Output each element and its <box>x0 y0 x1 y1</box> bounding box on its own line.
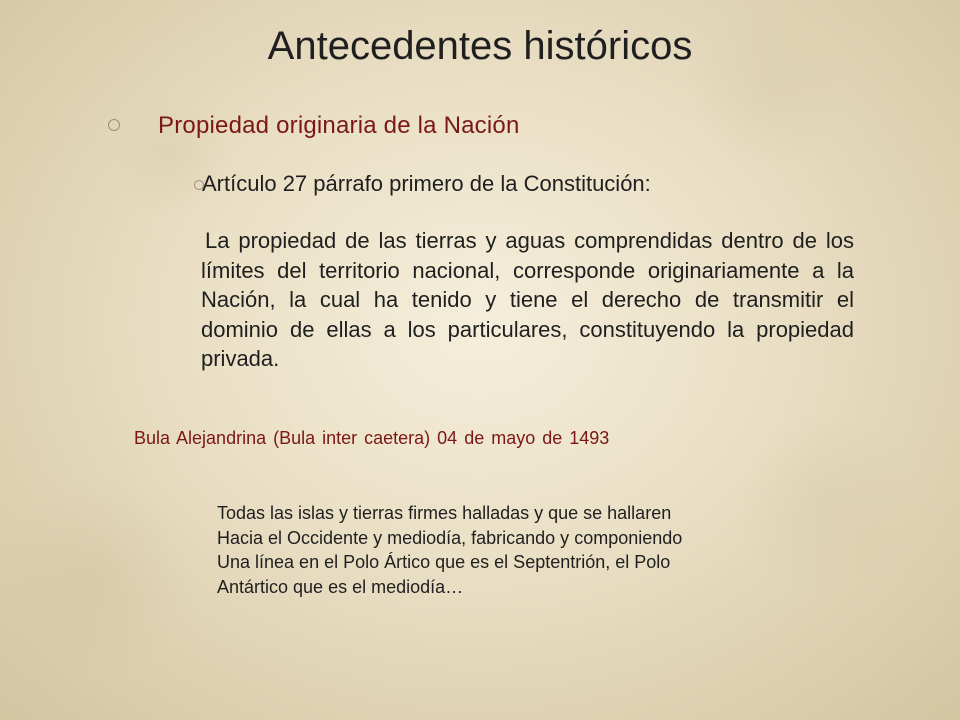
quote-line: Antártico que es el mediodía… <box>217 576 464 597</box>
quote-line: Todas las islas y tierras firmes halladas y que se hallaren <box>217 503 672 523</box>
slide-title: Antecedentes históricos <box>267 24 693 68</box>
constitution-paragraph-text: La propiedad de las tierras y aguas comprendidas dentro de los límites del territorio nacional, corresponde originariamente a la Nación, la cual ha tenido y tiene el derecho de transmitir el dominio de ellas a los particulares, constituyendo la propiedad privada. <box>201 228 854 371</box>
constitution-paragraph <box>201 226 854 374</box>
bula-quote <box>217 501 682 599</box>
bullet-level2-text: Artículo 27 párrafo primero de la Constitución: <box>202 171 651 196</box>
bullet-ring-icon <box>108 119 120 131</box>
bullet-ring-icon <box>194 180 204 190</box>
quote-line: Una línea en el Polo Ártico que es el Septentrión, el Polo <box>217 552 671 572</box>
quote-line: Hacia el Occidente y mediodía, fabricando y componiendo <box>217 527 683 548</box>
bula-heading: Bula Alejandrina (Bula inter caetera) 04 de mayo de 1493 <box>134 428 610 448</box>
bullet-level2 <box>202 171 651 197</box>
bullet-level1-text: Propiedad originaria de la Nación <box>158 112 520 139</box>
